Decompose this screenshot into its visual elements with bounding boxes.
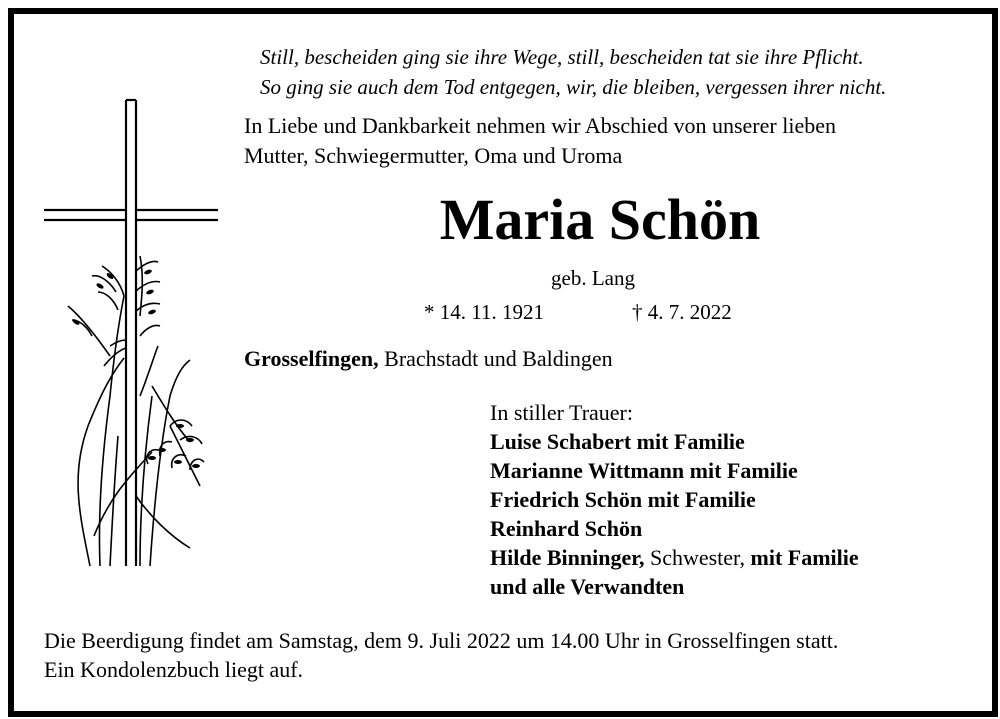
- mourner-6: und alle Verwandten: [490, 574, 685, 599]
- funeral-line-2: Ein Kondolenzbuch liegt auf.: [44, 657, 304, 682]
- mourner-5-family: mit Familie: [750, 545, 859, 570]
- maiden-name: geb. Lang: [551, 266, 635, 290]
- mourner-5: [490, 543, 859, 572]
- deceased-name: Maria Schön: [439, 187, 761, 252]
- mourner-5-relation: Schwester,: [644, 545, 751, 570]
- location-main: Grosselfingen,: [244, 346, 379, 371]
- funeral-line-1: Die Beerdigung findet am Samstag, dem 9. Juli 2022 um 14.00 Uhr in Grosselfingen statt.: [44, 628, 839, 653]
- mourner-2: Marianne Wittmann mit Familie: [490, 458, 798, 483]
- poem-line-1: Still, bescheiden ging sie ihre Wege, still, bescheiden tat sie ihre Pflicht.: [260, 45, 864, 69]
- intro-line-1: In Liebe und Dankbarkeit nehmen wir Abschied von unserer lieben: [244, 113, 836, 138]
- mourners-heading: In stiller Trauer:: [490, 400, 633, 425]
- mourner-1: Luise Schabert mit Familie: [490, 429, 745, 454]
- mourner-4: Reinhard Schön: [490, 516, 643, 541]
- poem-line-2: So ging sie auch dem Tod entgegen, wir, die bleiben, vergessen ihrer nicht.: [260, 75, 887, 99]
- death-date: † 4. 7. 2022: [632, 300, 732, 324]
- cross-with-wheat-icon: [40, 96, 230, 576]
- location-rest: Brachstadt und Baldingen: [378, 346, 613, 371]
- mourner-3: Friedrich Schön mit Familie: [490, 487, 756, 512]
- birth-date: * 14. 11. 1921: [424, 300, 544, 324]
- location-line: [244, 346, 613, 372]
- intro-text: [244, 111, 836, 171]
- intro-line-2: Mutter, Schwiegermutter, Oma und Uroma: [244, 143, 623, 168]
- mourner-5-name: Hilde Binninger,: [490, 545, 645, 570]
